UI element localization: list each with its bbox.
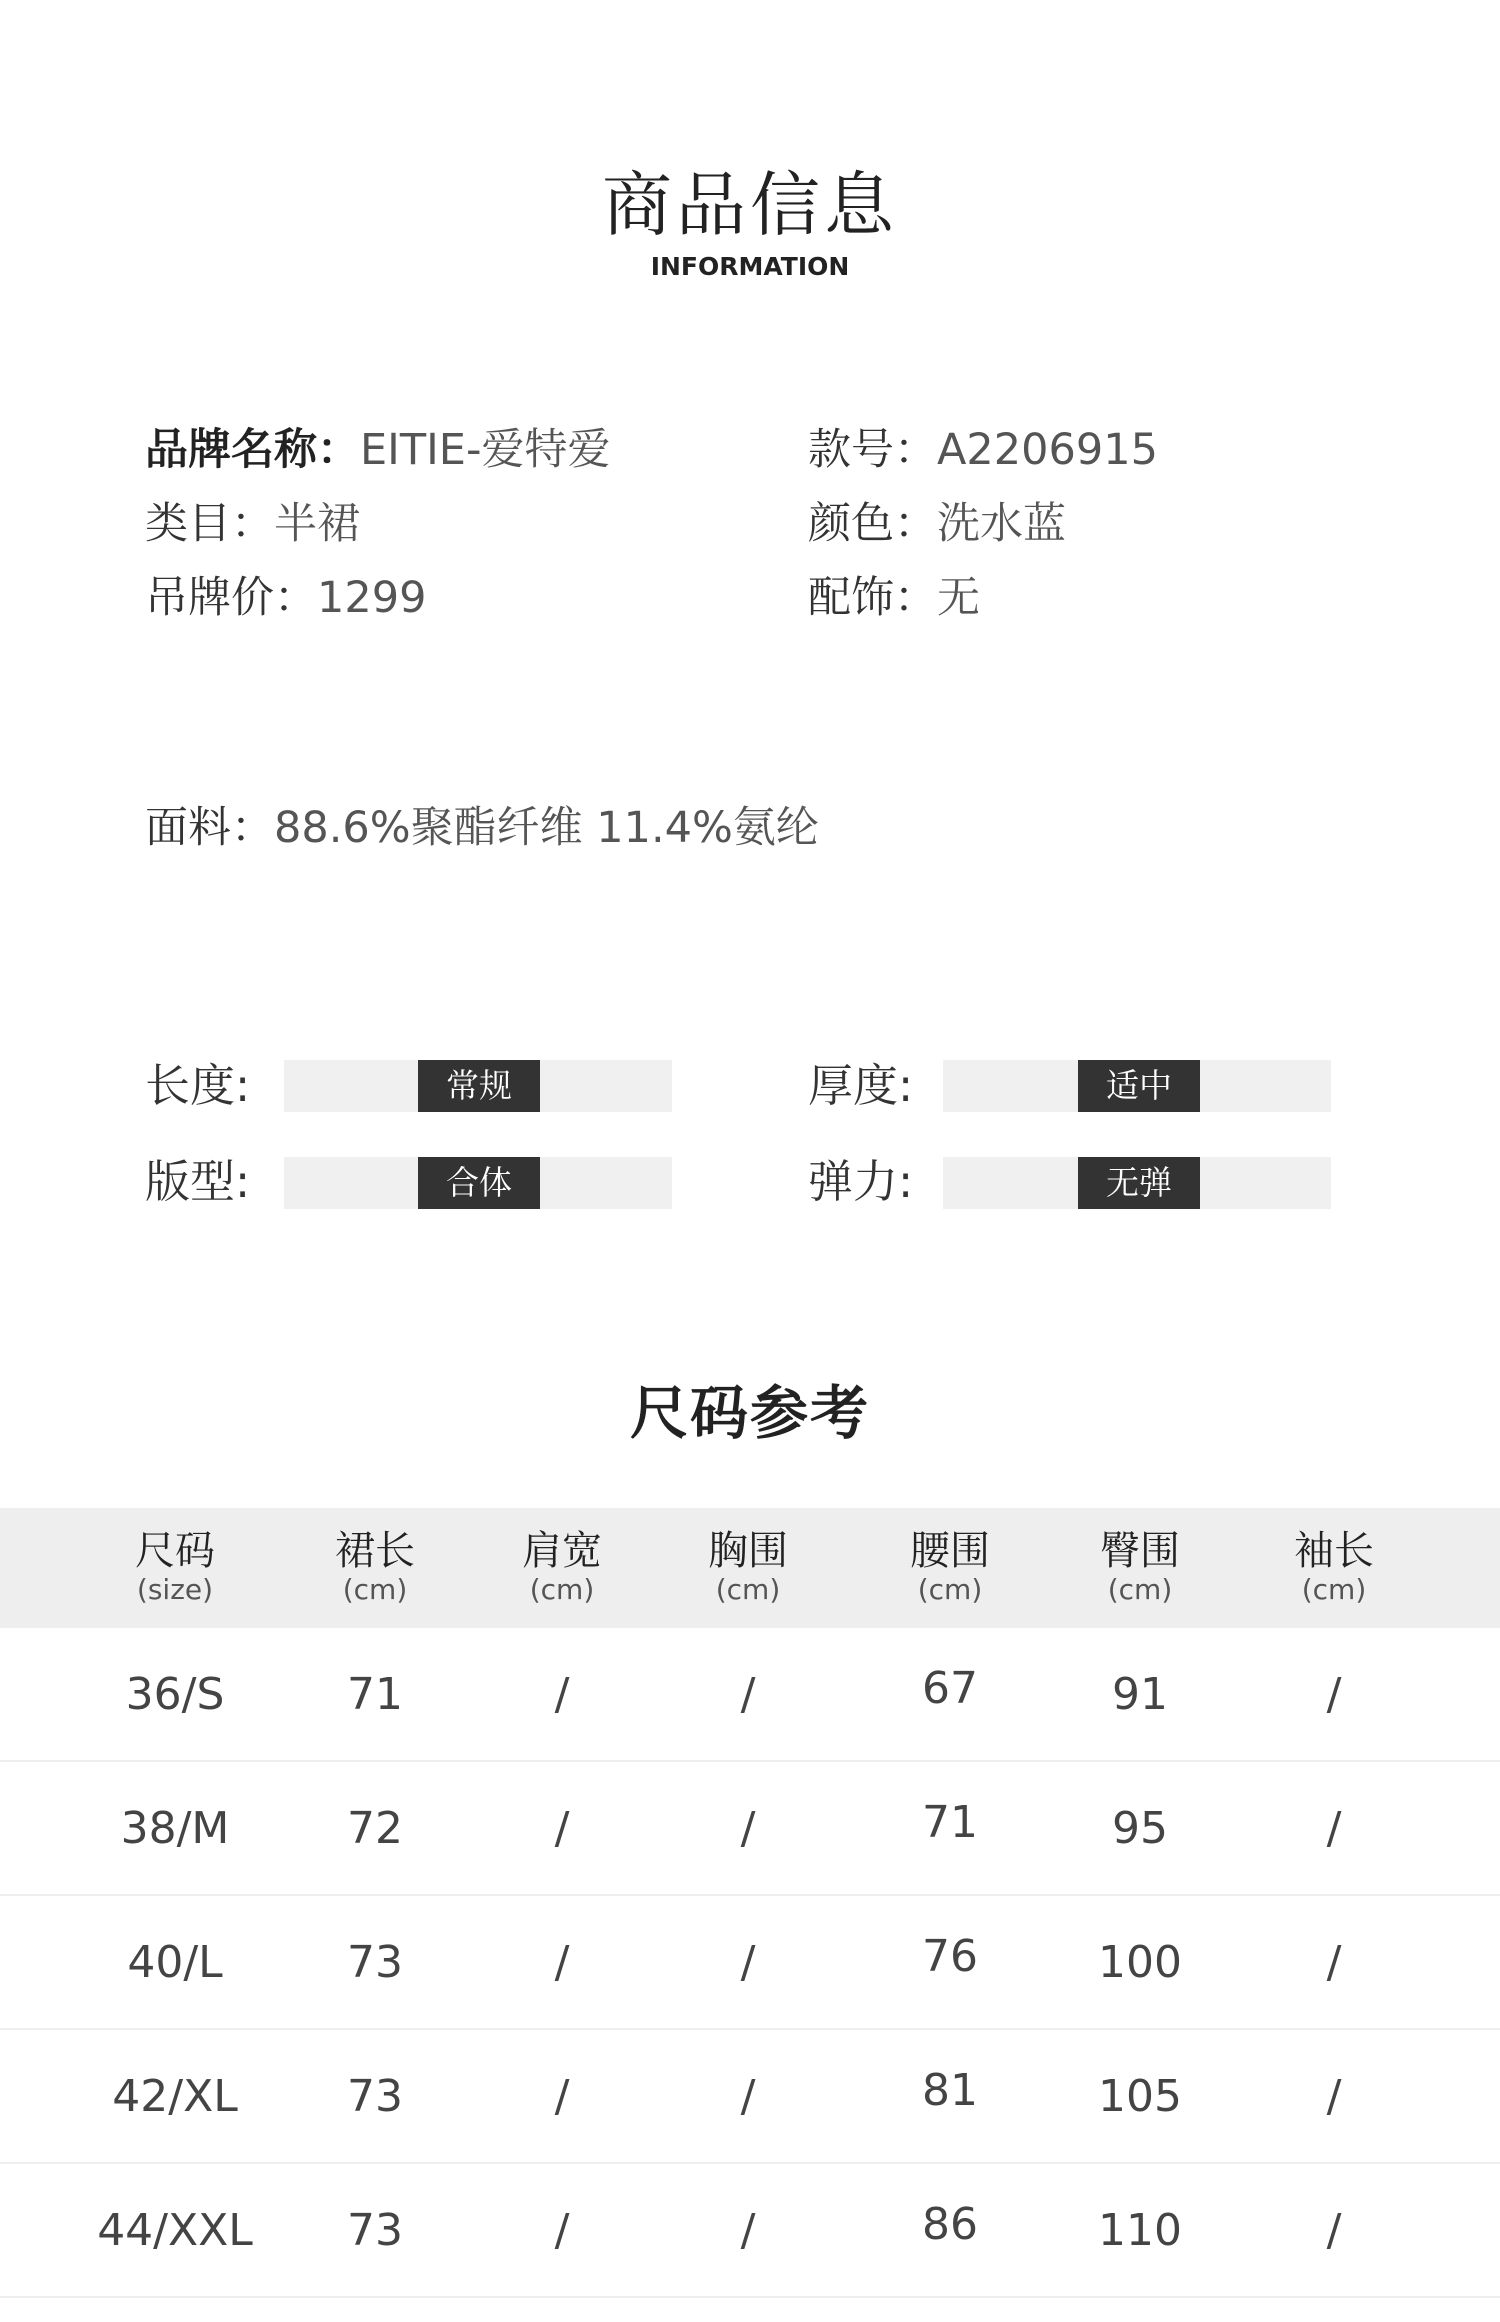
color-label: 颜色： bbox=[808, 499, 937, 549]
tag-price-row bbox=[145, 570, 426, 626]
table-row bbox=[0, 1628, 1500, 1762]
style-no-value: A2206915 bbox=[937, 425, 1158, 475]
cell-sleeve: / bbox=[1326, 1803, 1342, 1854]
size-table-title: 尺码参考 bbox=[629, 1379, 870, 1447]
cell-waist: 86 bbox=[922, 2199, 978, 2250]
cell-waist: 81 bbox=[922, 2065, 978, 2116]
cell-waist: 76 bbox=[922, 1931, 978, 1982]
column-header-sleeve: 袖长 (cm) bbox=[1294, 1528, 1374, 1606]
cell-shoulder: / bbox=[554, 1669, 570, 1720]
color-value: 洗水蓝 bbox=[937, 499, 1066, 549]
cell-waist: 71 bbox=[922, 1797, 978, 1848]
accessory-label: 配饰： bbox=[808, 573, 937, 623]
brand-value: EITIE-爱特爱 bbox=[360, 425, 611, 475]
cell-skirt-length: 73 bbox=[347, 2205, 403, 2256]
cell-size: 38/M bbox=[120, 1803, 230, 1854]
cell-hip: 100 bbox=[1098, 1937, 1182, 1988]
cell-bust: / bbox=[740, 1803, 756, 1854]
category-value: 半裙 bbox=[274, 499, 360, 549]
style-no-label: 款号： bbox=[808, 425, 937, 475]
length-label: 长度: bbox=[145, 1059, 251, 1112]
cell-shoulder: / bbox=[554, 2071, 570, 2122]
cell-skirt-length: 71 bbox=[347, 1669, 403, 1720]
length-value: 常规 bbox=[418, 1060, 540, 1112]
cell-hip: 95 bbox=[1112, 1803, 1168, 1854]
table-row bbox=[0, 1896, 1500, 2030]
cell-sleeve: / bbox=[1326, 1669, 1342, 1720]
cell-size: 44/XXL bbox=[97, 2205, 253, 2256]
thickness-label: 厚度: bbox=[808, 1059, 914, 1112]
cell-hip: 110 bbox=[1098, 2205, 1182, 2256]
cell-bust: / bbox=[740, 2205, 756, 2256]
column-header-shoulder: 肩宽 (cm) bbox=[522, 1528, 602, 1606]
column-header-hip: 臀围 (cm) bbox=[1100, 1528, 1180, 1606]
thickness-scale bbox=[943, 1060, 1331, 1112]
cell-hip: 105 bbox=[1098, 2071, 1182, 2122]
page-subtitle: INFORMATION bbox=[650, 252, 850, 281]
cell-bust: / bbox=[740, 2071, 756, 2122]
table-row bbox=[0, 2030, 1500, 2164]
cell-size: 40/L bbox=[127, 1937, 223, 1988]
fabric-row bbox=[145, 800, 819, 856]
column-header-size: 尺码 (size) bbox=[135, 1528, 215, 1606]
fit-scale bbox=[284, 1157, 672, 1209]
cell-sleeve: / bbox=[1326, 2205, 1342, 2256]
column-header-skirt-length: 裙长 (cm) bbox=[335, 1528, 415, 1606]
accessory-value: 无 bbox=[937, 573, 980, 623]
cell-skirt-length: 72 bbox=[347, 1803, 403, 1854]
fabric-label: 面料： bbox=[145, 803, 274, 853]
elasticity-value: 无弹 bbox=[1078, 1157, 1200, 1209]
accessory-row bbox=[808, 570, 980, 626]
column-header-bust: 胸围 (cm) bbox=[708, 1528, 788, 1606]
fit-value: 合体 bbox=[418, 1157, 540, 1209]
cell-shoulder: / bbox=[554, 2205, 570, 2256]
elasticity-scale bbox=[943, 1157, 1331, 1209]
size-table-header bbox=[0, 1508, 1500, 1628]
table-row bbox=[0, 2164, 1500, 2298]
fabric-value: 88.6%聚酯纤维 11.4%氨纶 bbox=[274, 803, 819, 853]
elasticity-label: 弹力: bbox=[808, 1155, 914, 1208]
style-no-row bbox=[808, 422, 1158, 478]
cell-size: 36/S bbox=[125, 1669, 225, 1720]
tag-price-label: 吊牌价： bbox=[145, 573, 317, 623]
cell-sleeve: / bbox=[1326, 1937, 1342, 1988]
cell-bust: / bbox=[740, 1937, 756, 1988]
cell-size: 42/XL bbox=[112, 2071, 238, 2122]
fit-label: 版型: bbox=[145, 1155, 251, 1208]
brand-label: 品牌名称： bbox=[145, 425, 360, 475]
cell-shoulder: / bbox=[554, 1803, 570, 1854]
brand-row bbox=[145, 422, 610, 478]
column-header-waist: 腰围 (cm) bbox=[910, 1528, 990, 1606]
cell-waist: 67 bbox=[922, 1663, 978, 1714]
cell-shoulder: / bbox=[554, 1937, 570, 1988]
cell-hip: 91 bbox=[1112, 1669, 1168, 1720]
length-scale bbox=[284, 1060, 672, 1112]
cell-sleeve: / bbox=[1326, 2071, 1342, 2122]
cell-skirt-length: 73 bbox=[347, 1937, 403, 1988]
page-title: 商品信息 bbox=[602, 164, 898, 246]
category-label: 类目： bbox=[145, 499, 274, 549]
tag-price-value: 1299 bbox=[317, 573, 427, 623]
color-row bbox=[808, 496, 1066, 552]
table-row bbox=[0, 1762, 1500, 1896]
thickness-value: 适中 bbox=[1078, 1060, 1200, 1112]
category-row bbox=[145, 496, 360, 552]
cell-bust: / bbox=[740, 1669, 756, 1720]
cell-skirt-length: 73 bbox=[347, 2071, 403, 2122]
